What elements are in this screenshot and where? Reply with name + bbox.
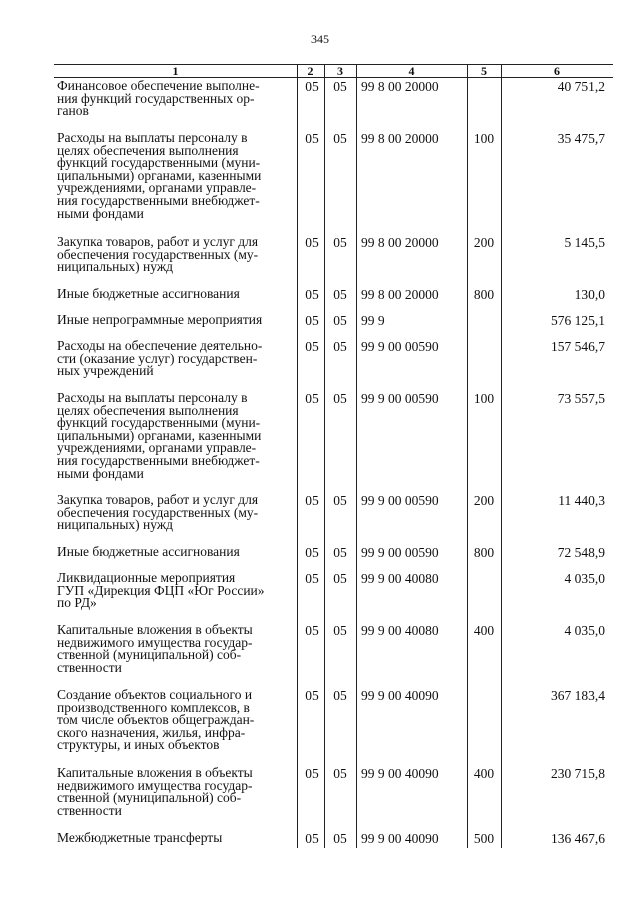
row-target-code: 99 9 00 00590: [361, 339, 439, 354]
row-amount: 230 715,8: [551, 766, 605, 781]
row-subsection: 05: [333, 831, 347, 846]
row-subsection: 05: [333, 313, 347, 328]
row-name: Иные бюджетные ассигнования: [57, 544, 240, 559]
row-amount: 367 183,4: [551, 688, 605, 703]
row-section: 05: [305, 688, 319, 703]
row-name: Капитальные вложения в объекты недвижимого имущества государ- ственной (муниципальной) соб- ственности: [57, 622, 253, 675]
row-section: 05: [305, 313, 319, 328]
row-target-code: 99 9 00 40080: [361, 571, 439, 586]
row-expense-type: 400: [473, 623, 495, 638]
row-subsection: 05: [333, 339, 347, 354]
row-subsection: 05: [333, 688, 347, 703]
row-target-code: 99 9 00 40090: [361, 831, 439, 846]
row-target-code: 99 9 00 00590: [361, 493, 439, 508]
row-section: 05: [305, 287, 319, 302]
row-amount: 130,0: [574, 287, 605, 302]
row-target-code: 99 9: [361, 313, 385, 328]
row-section: 05: [305, 131, 319, 146]
row-name: Финансовое обеспечение выполне- ния функций государственных ор- ганов: [57, 78, 260, 119]
row-target-code: 99 8 00 20000: [361, 79, 439, 94]
row-section: 05: [305, 623, 319, 638]
row-name: Создание объектов социального и производственного комплексов, в том числе объектов общеграждан- ского назначения, жилья, инфра- структуры, и иных объектов: [57, 687, 255, 753]
column-header-5: 5: [481, 64, 487, 78]
row-expense-type: 100: [473, 131, 495, 146]
column-header-1: 1: [172, 64, 179, 78]
row-amount: 5 145,5: [564, 235, 605, 250]
row-subsection: 05: [333, 287, 347, 302]
row-expense-type: 500: [473, 831, 495, 846]
row-section: 05: [305, 545, 319, 560]
row-amount: 72 548,9: [557, 545, 605, 560]
row-amount: 136 467,6: [551, 831, 605, 846]
row-amount: 4 035,0: [564, 623, 605, 638]
column-divider: [467, 64, 468, 848]
row-name: Закупка товаров, работ и услуг для обеспечения государственных (му- ниципальных) нужд: [57, 492, 259, 533]
row-target-code: 99 8 00 20000: [361, 235, 439, 250]
row-name: Расходы на выплаты персоналу в целях обеспечения выполнения функций государственными (муни- ципальными) органами, казенными учреждениями, органами управле- ния государственными внебюджет- ными фондами: [57, 390, 262, 481]
row-subsection: 05: [333, 131, 347, 146]
column-divider: [297, 64, 298, 848]
row-amount: 11 440,3: [558, 493, 605, 508]
row-expense-type: 200: [473, 493, 495, 508]
column-header-6: 6: [554, 64, 560, 78]
row-target-code: 99 9 00 40090: [361, 688, 439, 703]
row-expense-type: 800: [473, 545, 495, 560]
row-expense-type: 200: [473, 235, 495, 250]
column-header-4: 4: [408, 64, 415, 78]
column-header-2: 2: [307, 64, 314, 78]
row-subsection: 05: [333, 391, 347, 406]
row-subsection: 05: [333, 766, 347, 781]
row-section: 05: [305, 493, 319, 508]
column-divider: [324, 64, 325, 848]
row-subsection: 05: [333, 545, 347, 560]
row-name: Расходы на обеспечение деятельно- сти (оказание услуг) государствен- ных учреждений: [57, 338, 263, 379]
row-amount: 35 475,7: [557, 131, 605, 146]
row-name: Ликвидационные мероприятия ГУП «Дирекция ФЦП «Юг России» по РД»: [57, 570, 265, 611]
page-number: 345: [311, 32, 329, 46]
row-name: Межбюджетные трансферты: [57, 830, 223, 845]
row-name: Иные непрограммные мероприятия: [57, 312, 263, 327]
column-header-3: 3: [337, 64, 343, 78]
row-section: 05: [305, 831, 319, 846]
row-target-code: 99 9 00 40080: [361, 623, 439, 638]
row-subsection: 05: [333, 493, 347, 508]
column-divider: [501, 64, 502, 848]
row-section: 05: [305, 339, 319, 354]
row-target-code: 99 8 00 20000: [361, 287, 439, 302]
row-amount: 4 035,0: [564, 571, 605, 586]
row-amount: 157 546,7: [551, 339, 605, 354]
row-name: Иные бюджетные ассигнования: [57, 286, 240, 301]
row-amount: 576 125,1: [551, 313, 605, 328]
column-divider: [356, 64, 357, 848]
row-name: Капитальные вложения в объекты недвижимого имущества государ- ственной (муниципальной) соб- ственности: [57, 765, 253, 818]
row-subsection: 05: [333, 235, 347, 250]
row-subsection: 05: [333, 571, 347, 586]
row-expense-type: 100: [473, 391, 495, 406]
row-target-code: 99 9 00 00590: [361, 391, 439, 406]
row-expense-type: 800: [473, 287, 495, 302]
row-section: 05: [305, 79, 319, 94]
row-subsection: 05: [333, 79, 347, 94]
row-name: Расходы на выплаты персоналу в целях обеспечения выполнения функций государственными (муни- ципальными) органами, казенными учреждениями, органами управле- ния государственными внебюджет- ными фондами: [57, 130, 262, 221]
row-section: 05: [305, 571, 319, 586]
row-target-code: 99 8 00 20000: [361, 131, 439, 146]
row-subsection: 05: [333, 623, 347, 638]
row-amount: 40 751,2: [557, 79, 605, 94]
row-section: 05: [305, 391, 319, 406]
row-amount: 73 557,5: [557, 391, 605, 406]
row-name: Закупка товаров, работ и услуг для обеспечения государственных (му- ниципальных) нужд: [57, 234, 259, 275]
row-expense-type: 400: [473, 766, 495, 781]
row-target-code: 99 9 00 40090: [361, 766, 439, 781]
row-target-code: 99 9 00 00590: [361, 545, 439, 560]
row-section: 05: [305, 766, 319, 781]
row-section: 05: [305, 235, 319, 250]
